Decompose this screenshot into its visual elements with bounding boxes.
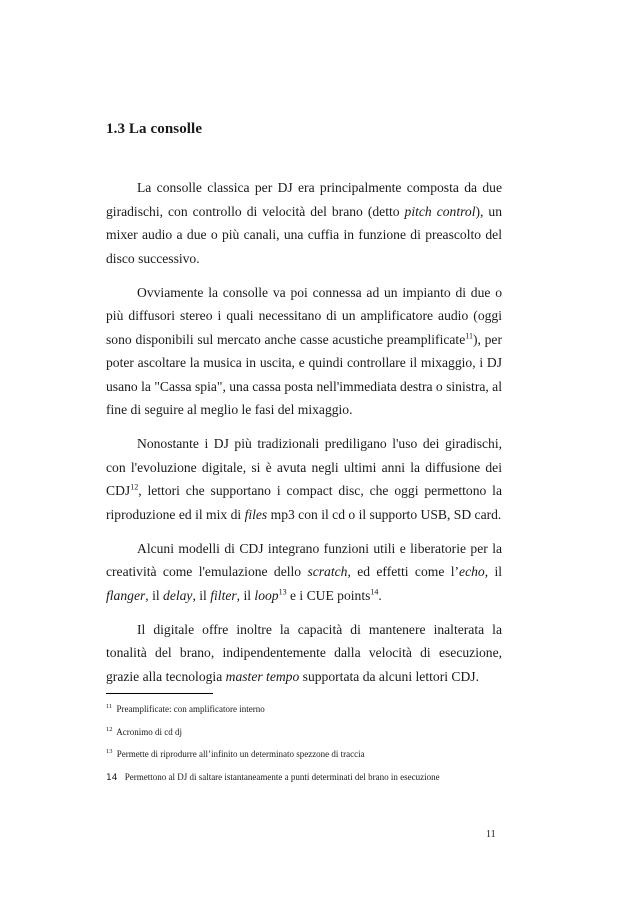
footnote-ref: 14 <box>370 586 379 596</box>
paragraph: La consolle classica per DJ era principalmente composta da due giradischi, con controllo di velocità del brano (detto pitch control), un mixer audio a due o più canali, una cuffia in funzione di preascolto del disco successivo. <box>106 180 503 266</box>
section-heading: 1.3 La consolle <box>106 121 203 137</box>
italic-term: pitch control <box>404 203 476 219</box>
footnote-text: Acronimo di cd dj <box>116 726 183 737</box>
footnote <box>106 703 526 715</box>
footnote-ref: 12 <box>130 482 139 492</box>
paragraph: Nonostante i DJ più tradizionali prediligano l'uso dei giradischi, con l'evoluzione digitale, si è avuta negli ultimi anni la diffusione dei CDJ$^{12}$, lettori che supportano i compact disc, che oggi permettono la riproduzione ed il mix di files mp3 con il cd o il supporto USB, SD card. <box>106 436 502 522</box>
footnote-text: Permettono al DJ di saltare istantaneamente a punti determinati del brano in esecuzione <box>124 771 440 782</box>
italic-term: filter <box>210 587 237 603</box>
footnote-number: 12 <box>106 725 113 733</box>
footnote-ref: 13 <box>278 586 287 596</box>
footnote-ref: 11 <box>465 330 473 340</box>
paragraph: Alcuni modelli di CDJ integrano funzioni utili e liberatorie per la creatività come l'emulazione dello scratch, ed effetti come l’echo, il flanger, il delay, il filter, il loop$^{13}$ e i CUE points$^{14}$. <box>106 540 502 603</box>
italic-term: delay <box>163 587 193 603</box>
footnote-text: Preamplificate: con amplificatore interno <box>116 704 265 714</box>
footnote-number: 11 <box>106 703 113 710</box>
footnote <box>106 771 526 784</box>
footnote-number: 13 <box>106 748 113 755</box>
italic-term: flanger <box>106 587 146 603</box>
italic-term: files <box>244 506 268 522</box>
paragraph: Il digitale offre inoltre la capacità di mantenere inalterata la tonalità del brano, indipendentemente dalla velocità di esecuzione, grazie alla tecnologia master tempo supportata da alcuni lettori CDJ. <box>106 621 502 684</box>
italic-term: master tempo <box>225 668 300 684</box>
body-text <box>106 176 502 699</box>
footnotes <box>106 703 526 794</box>
italic-term: loop <box>254 587 279 603</box>
footnote-number: 14 <box>106 772 118 783</box>
footnote-separator <box>106 693 213 694</box>
footnote <box>106 726 526 738</box>
italic-term: scratch <box>307 564 348 579</box>
footnote <box>106 748 526 760</box>
italic-term: echo <box>459 564 485 579</box>
paragraph: Ovviamente la consolle va poi connessa ad un impianto di due o più diffusori stereo i quali necessitano di un amplificatore audio (oggi sono disponibili sul mercato anche casse acustiche preamplificate$^{11}$), per poter ascoltare la musica in uscita, e quindi controllare il mixaggio, i DJ usano la "Cassa spia", una cassa posta nell'immediata destra o sinistra, al fine di seguire al meglio le fasi del mixaggio. <box>106 284 502 417</box>
page-number: 11 <box>486 829 496 840</box>
footnote-text: Permette di riprodurre all’infinito un determinato spezzone di traccia <box>116 749 365 759</box>
